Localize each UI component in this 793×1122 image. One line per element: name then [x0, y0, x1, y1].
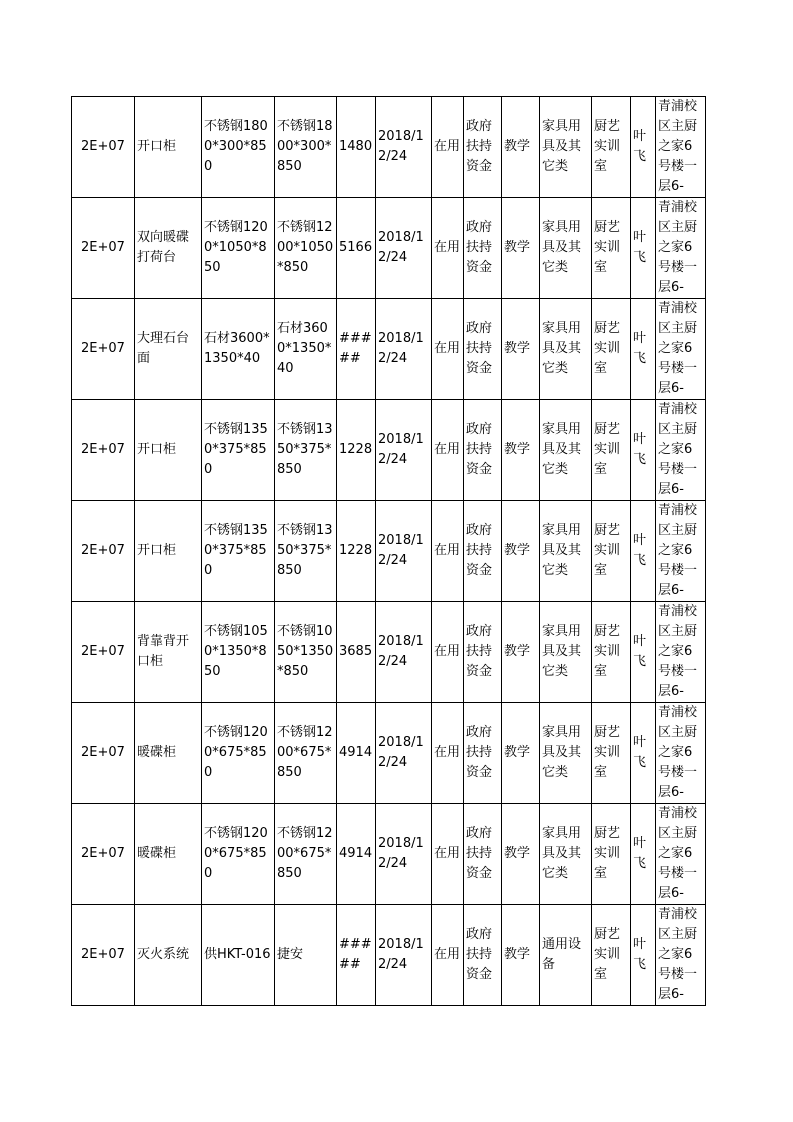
spec-model-cell — [202, 299, 275, 400]
room-cell-text: 厨艺实训室 — [594, 523, 621, 578]
price-cell-text: ##### — [339, 937, 372, 972]
asset-name-cell — [135, 703, 202, 804]
asset-name-cell — [135, 400, 202, 501]
purchase-date-cell — [376, 703, 432, 804]
spec-model-cell — [202, 198, 275, 299]
status-cell — [432, 804, 464, 905]
custodian-cell — [631, 501, 656, 602]
price-cell — [337, 198, 376, 299]
status-cell-text: 在用 — [434, 947, 461, 962]
spec-brand-cell-text: 捷安 — [277, 947, 304, 962]
spec-model-cell-text: 不锈钢1800*300*850 — [204, 119, 268, 174]
fund-source-cell-text: 政府扶持资金 — [466, 422, 493, 477]
custodian-cell — [631, 400, 656, 501]
spec-brand-cell — [275, 299, 337, 400]
category-cell — [540, 198, 592, 299]
fund-source-cell-text: 政府扶持资金 — [466, 119, 493, 174]
usage-cell — [502, 299, 540, 400]
status-cell-text: 在用 — [434, 240, 461, 255]
table-row — [72, 198, 706, 299]
asset-name-cell-text: 开口柜 — [137, 543, 177, 558]
room-cell — [592, 905, 631, 1006]
location-cell — [656, 804, 706, 905]
asset-id-cell-text: 2E+07 — [81, 240, 125, 255]
fund-source-cell — [464, 804, 502, 905]
spec-brand-cell — [275, 97, 337, 198]
purchase-date-cell-text: 2018/12/24 — [378, 634, 424, 669]
location-cell — [656, 602, 706, 703]
spec-model-cell — [202, 804, 275, 905]
asset-name-cell-text: 背靠背开口柜 — [137, 634, 190, 669]
location-cell — [656, 400, 706, 501]
asset-id-cell-text: 2E+07 — [81, 745, 125, 760]
category-cell — [540, 501, 592, 602]
spec-brand-cell-text: 不锈钢1200*1050*850 — [277, 220, 334, 275]
category-cell — [540, 97, 592, 198]
fund-source-cell-text: 政府扶持资金 — [466, 927, 493, 982]
spec-model-cell — [202, 602, 275, 703]
price-cell — [337, 400, 376, 501]
table-row — [72, 299, 706, 400]
spec-model-cell-text: 不锈钢1350*375*850 — [204, 422, 268, 477]
category-cell-text: 家具用具及其它类 — [542, 220, 582, 275]
asset-name-cell — [135, 97, 202, 198]
purchase-date-cell-text: 2018/12/24 — [378, 937, 424, 972]
usage-cell — [502, 501, 540, 602]
asset-id-cell-text: 2E+07 — [81, 442, 125, 457]
custodian-cell-text: 叶飞 — [633, 937, 647, 972]
spec-brand-cell — [275, 905, 337, 1006]
category-cell-text: 家具用具及其它类 — [542, 119, 582, 174]
asset-table-body — [72, 97, 706, 1006]
price-cell — [337, 905, 376, 1006]
price-cell-text: ##### — [339, 331, 372, 366]
spec-brand-cell-text: 不锈钢1800*300*850 — [277, 119, 333, 174]
spec-brand-cell-text: 不锈钢1050*1350*850 — [277, 624, 334, 679]
usage-cell — [502, 804, 540, 905]
price-cell — [337, 602, 376, 703]
status-cell — [432, 501, 464, 602]
price-cell-text: 1228 — [339, 543, 373, 558]
asset-name-cell-text: 开口柜 — [137, 139, 177, 154]
custodian-cell — [631, 804, 656, 905]
room-cell — [592, 602, 631, 703]
usage-cell — [502, 97, 540, 198]
purchase-date-cell — [376, 501, 432, 602]
asset-id-cell-text: 2E+07 — [81, 846, 125, 861]
usage-cell — [502, 400, 540, 501]
status-cell — [432, 400, 464, 501]
location-cell-text: 青浦校区主厨之家6号楼一层6- — [658, 705, 698, 800]
fund-source-cell-text: 政府扶持资金 — [466, 725, 493, 780]
room-cell-text: 厨艺实训室 — [594, 624, 621, 679]
room-cell — [592, 97, 631, 198]
table-row — [72, 400, 706, 501]
room-cell-text: 厨艺实训室 — [594, 826, 621, 881]
purchase-date-cell — [376, 804, 432, 905]
purchase-date-cell — [376, 602, 432, 703]
room-cell — [592, 198, 631, 299]
purchase-date-cell — [376, 97, 432, 198]
room-cell — [592, 804, 631, 905]
asset-id-cell — [72, 804, 135, 905]
asset-id-cell-text: 2E+07 — [81, 139, 125, 154]
usage-cell-text: 教学 — [504, 543, 531, 558]
usage-cell-text: 教学 — [504, 341, 531, 356]
usage-cell — [502, 905, 540, 1006]
table-row — [72, 501, 706, 602]
fund-source-cell-text: 政府扶持资金 — [466, 624, 493, 679]
category-cell — [540, 400, 592, 501]
asset-id-cell — [72, 703, 135, 804]
room-cell-text: 厨艺实训室 — [594, 119, 621, 174]
custodian-cell-text: 叶飞 — [633, 331, 647, 366]
purchase-date-cell-text: 2018/12/24 — [378, 836, 424, 871]
custodian-cell — [631, 905, 656, 1006]
table-row — [72, 905, 706, 1006]
fund-source-cell — [464, 400, 502, 501]
custodian-cell-text: 叶飞 — [633, 129, 647, 164]
status-cell — [432, 97, 464, 198]
asset-name-cell-text: 灭火系统 — [137, 947, 190, 962]
room-cell — [592, 299, 631, 400]
custodian-cell — [631, 703, 656, 804]
status-cell — [432, 198, 464, 299]
location-cell-text: 青浦校区主厨之家6号楼一层6- — [658, 99, 698, 194]
status-cell — [432, 703, 464, 804]
usage-cell-text: 教学 — [504, 947, 531, 962]
status-cell — [432, 905, 464, 1006]
room-cell-text: 厨艺实训室 — [594, 422, 621, 477]
category-cell — [540, 804, 592, 905]
custodian-cell — [631, 198, 656, 299]
purchase-date-cell-text: 2018/12/24 — [378, 735, 424, 770]
asset-id-cell-text: 2E+07 — [81, 947, 125, 962]
purchase-date-cell-text: 2018/12/24 — [378, 331, 424, 366]
asset-id-cell — [72, 97, 135, 198]
custodian-cell-text: 叶飞 — [633, 634, 647, 669]
spec-model-cell — [202, 703, 275, 804]
asset-id-cell — [72, 501, 135, 602]
spec-brand-cell-text: 不锈钢1200*675*850 — [277, 826, 333, 881]
category-cell-text: 通用设备 — [542, 937, 582, 972]
price-cell — [337, 804, 376, 905]
purchase-date-cell — [376, 400, 432, 501]
spec-model-cell — [202, 97, 275, 198]
status-cell-text: 在用 — [434, 745, 461, 760]
location-cell — [656, 97, 706, 198]
asset-table — [71, 96, 706, 1006]
fund-source-cell-text: 政府扶持资金 — [466, 523, 493, 578]
room-cell-text: 厨艺实训室 — [594, 927, 621, 982]
asset-name-cell-text: 开口柜 — [137, 442, 177, 457]
asset-name-cell — [135, 602, 202, 703]
usage-cell-text: 教学 — [504, 139, 531, 154]
usage-cell — [502, 602, 540, 703]
status-cell-text: 在用 — [434, 442, 461, 457]
room-cell-text: 厨艺实训室 — [594, 725, 621, 780]
table-row — [72, 804, 706, 905]
asset-name-cell-text: 大理石台面 — [137, 331, 190, 366]
custodian-cell-text: 叶飞 — [633, 432, 647, 467]
asset-name-cell-text: 双向暖碟打荷台 — [137, 230, 190, 265]
category-cell — [540, 703, 592, 804]
custodian-cell-text: 叶飞 — [633, 533, 647, 568]
location-cell — [656, 501, 706, 602]
spec-brand-cell — [275, 602, 337, 703]
custodian-cell-text: 叶飞 — [633, 735, 647, 770]
spec-brand-cell — [275, 703, 337, 804]
fund-source-cell — [464, 501, 502, 602]
usage-cell-text: 教学 — [504, 745, 531, 760]
location-cell-text: 青浦校区主厨之家6号楼一层6- — [658, 503, 698, 598]
room-cell-text: 厨艺实训室 — [594, 321, 621, 376]
table-row — [72, 703, 706, 804]
purchase-date-cell-text: 2018/12/24 — [378, 533, 424, 568]
price-cell-text: 5166 — [339, 240, 373, 255]
category-cell — [540, 299, 592, 400]
purchase-date-cell-text: 2018/12/24 — [378, 230, 424, 265]
location-cell-text: 青浦校区主厨之家6号楼一层6- — [658, 200, 698, 295]
spec-model-cell-text: 石材3600*1350*40 — [204, 331, 270, 366]
asset-name-cell — [135, 198, 202, 299]
price-cell-text: 1480 — [339, 139, 373, 154]
price-cell-text: 1228 — [339, 442, 373, 457]
category-cell-text: 家具用具及其它类 — [542, 624, 582, 679]
location-cell-text: 青浦校区主厨之家6号楼一层6- — [658, 806, 698, 901]
asset-name-cell-text: 暖碟柜 — [137, 745, 177, 760]
category-cell-text: 家具用具及其它类 — [542, 321, 582, 376]
fund-source-cell-text: 政府扶持资金 — [466, 220, 493, 275]
spec-model-cell-text: 不锈钢1200*675*850 — [204, 725, 268, 780]
asset-id-cell — [72, 602, 135, 703]
usage-cell-text: 教学 — [504, 846, 531, 861]
price-cell-text: 4914 — [339, 745, 373, 760]
asset-id-cell — [72, 905, 135, 1006]
purchase-date-cell-text: 2018/12/24 — [378, 129, 424, 164]
purchase-date-cell — [376, 905, 432, 1006]
fund-source-cell — [464, 905, 502, 1006]
spec-brand-cell-text: 石材3600*1350*40 — [277, 321, 332, 376]
asset-id-cell — [72, 198, 135, 299]
status-cell-text: 在用 — [434, 139, 461, 154]
room-cell-text: 厨艺实训室 — [594, 220, 621, 275]
table-row — [72, 97, 706, 198]
table-row — [72, 602, 706, 703]
asset-id-cell-text: 2E+07 — [81, 341, 125, 356]
purchase-date-cell — [376, 198, 432, 299]
custodian-cell-text: 叶飞 — [633, 230, 647, 265]
usage-cell-text: 教学 — [504, 240, 531, 255]
status-cell — [432, 299, 464, 400]
location-cell-text: 青浦校区主厨之家6号楼一层6- — [658, 604, 698, 699]
custodian-cell — [631, 299, 656, 400]
custodian-cell — [631, 602, 656, 703]
category-cell — [540, 602, 592, 703]
category-cell-text: 家具用具及其它类 — [542, 826, 582, 881]
status-cell-text: 在用 — [434, 644, 461, 659]
usage-cell — [502, 198, 540, 299]
purchase-date-cell — [376, 299, 432, 400]
fund-source-cell — [464, 602, 502, 703]
spec-model-cell — [202, 905, 275, 1006]
location-cell-text: 青浦校区主厨之家6号楼一层6- — [658, 907, 698, 1002]
fund-source-cell — [464, 198, 502, 299]
purchase-date-cell-text: 2018/12/24 — [378, 432, 424, 467]
spec-brand-cell-text: 不锈钢1200*675*850 — [277, 725, 333, 780]
spec-model-cell-text: 不锈钢1200*1050*850 — [204, 220, 268, 275]
category-cell-text: 家具用具及其它类 — [542, 725, 582, 780]
asset-id-cell — [72, 299, 135, 400]
asset-name-cell — [135, 299, 202, 400]
status-cell — [432, 602, 464, 703]
spec-brand-cell-text: 不锈钢1350*375*850 — [277, 422, 333, 477]
location-cell — [656, 198, 706, 299]
asset-id-cell — [72, 400, 135, 501]
category-cell — [540, 905, 592, 1006]
usage-cell — [502, 703, 540, 804]
spec-brand-cell — [275, 400, 337, 501]
location-cell — [656, 703, 706, 804]
asset-id-cell-text: 2E+07 — [81, 543, 125, 558]
price-cell — [337, 501, 376, 602]
category-cell-text: 家具用具及其它类 — [542, 523, 582, 578]
location-cell-text: 青浦校区主厨之家6号楼一层6- — [658, 301, 698, 396]
usage-cell-text: 教学 — [504, 644, 531, 659]
spec-brand-cell — [275, 198, 337, 299]
price-cell — [337, 299, 376, 400]
location-cell-text: 青浦校区主厨之家6号楼一层6- — [658, 402, 698, 497]
fund-source-cell-text: 政府扶持资金 — [466, 826, 493, 881]
price-cell-text: 3685 — [339, 644, 373, 659]
spec-brand-cell-text: 不锈钢1350*375*850 — [277, 523, 333, 578]
spec-model-cell-text: 不锈钢1050*1350*850 — [204, 624, 268, 679]
price-cell — [337, 703, 376, 804]
asset-name-cell-text: 暖碟柜 — [137, 846, 177, 861]
asset-id-cell-text: 2E+07 — [81, 644, 125, 659]
fund-source-cell — [464, 97, 502, 198]
fund-source-cell-text: 政府扶持资金 — [466, 321, 493, 376]
status-cell-text: 在用 — [434, 846, 461, 861]
spec-brand-cell — [275, 804, 337, 905]
room-cell — [592, 703, 631, 804]
asset-name-cell — [135, 501, 202, 602]
spec-model-cell — [202, 400, 275, 501]
custodian-cell-text: 叶飞 — [633, 836, 647, 871]
status-cell-text: 在用 — [434, 543, 461, 558]
fund-source-cell — [464, 703, 502, 804]
fund-source-cell — [464, 299, 502, 400]
spec-model-cell — [202, 501, 275, 602]
asset-name-cell — [135, 905, 202, 1006]
spec-model-cell-text: 不锈钢1350*375*850 — [204, 523, 268, 578]
price-cell — [337, 97, 376, 198]
usage-cell-text: 教学 — [504, 442, 531, 457]
price-cell-text: 4914 — [339, 846, 373, 861]
category-cell-text: 家具用具及其它类 — [542, 422, 582, 477]
status-cell-text: 在用 — [434, 341, 461, 356]
location-cell — [656, 299, 706, 400]
room-cell — [592, 501, 631, 602]
spec-model-cell-text: 供HKT-016 — [204, 947, 271, 962]
asset-name-cell — [135, 804, 202, 905]
location-cell — [656, 905, 706, 1006]
spec-model-cell-text: 不锈钢1200*675*850 — [204, 826, 268, 881]
room-cell — [592, 400, 631, 501]
custodian-cell — [631, 97, 656, 198]
spec-brand-cell — [275, 501, 337, 602]
